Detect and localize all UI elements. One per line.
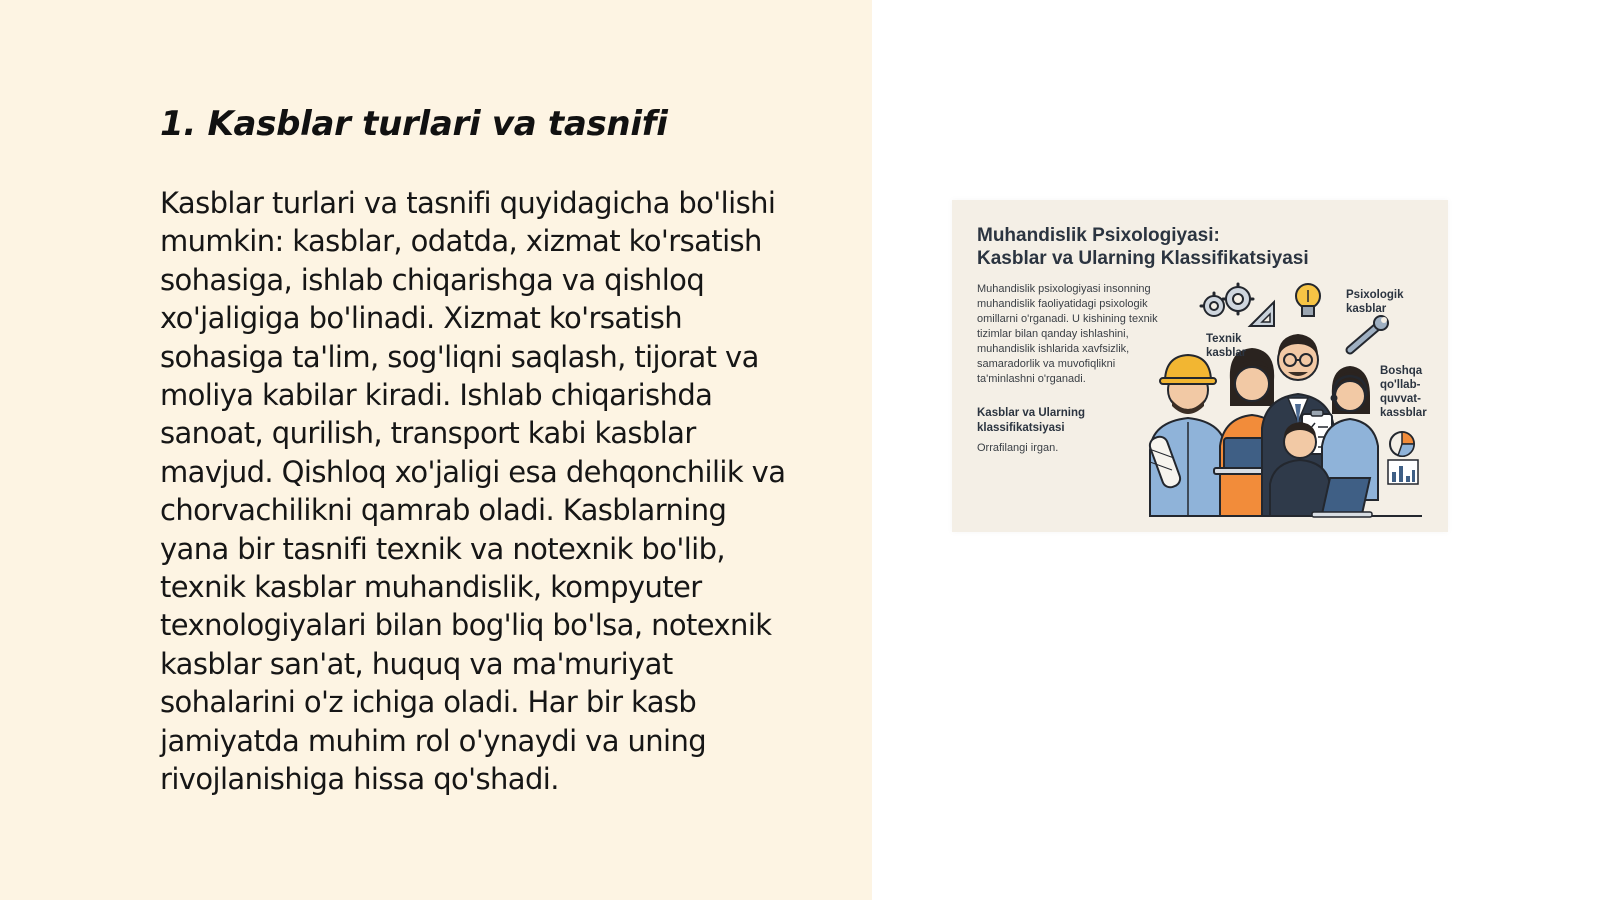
- label-psychological-professions: [1346, 288, 1404, 316]
- slide-body-text: [160, 184, 850, 799]
- gears-icon: [1201, 284, 1253, 316]
- label-line: kassblar: [1380, 407, 1427, 419]
- subheading-line: klassifikatsiyasi: [977, 422, 1065, 434]
- infographic-subheading: [977, 406, 1085, 436]
- lightbulb-icon: [1296, 284, 1320, 316]
- body-line: moliya kabilar kiradi. Ishlab chiqarishda: [160, 378, 713, 413]
- body-line: texnik kasblar muhandislik, kompyuter: [160, 570, 702, 605]
- infographic-title-line: Muhandislik Psixologiyasi:: [977, 225, 1220, 246]
- infographic-title-line: Kasblar va Ularning Klassifikatsiyasi: [977, 248, 1309, 269]
- body-line: mumkin: kasblar, odatda, xizmat ko'rsatish: [160, 224, 762, 259]
- body-line: rivojlanishiga hissa qo'shadi.: [160, 762, 559, 797]
- infographic-note: Orrafilangi irgan.: [977, 442, 1059, 454]
- label-line: kasblar: [1346, 303, 1387, 315]
- body-line: yana bir tasnifi texnik va notexnik bo'lib,: [160, 531, 726, 566]
- label-line: Texnik: [1206, 333, 1242, 345]
- label-line: quvvat-: [1380, 393, 1421, 405]
- body-line: sanoat, qurilish, transport kabi kasblar: [160, 416, 696, 451]
- label-line: qo'llab-: [1380, 379, 1421, 391]
- infographic-title: [977, 224, 1437, 270]
- label-line: kasblar: [1206, 347, 1247, 359]
- body-line: texnologiyalari bilan bog'liq bo'lsa, notexnik: [160, 608, 772, 643]
- description-line: muhandislik faoliyatidagi psixologik: [977, 298, 1148, 310]
- body-line: sohalarini o'z ichiga oladi. Har bir kasb: [160, 685, 697, 720]
- infographic-image: [952, 200, 1448, 532]
- body-line: xo'jaligiga bo'linadi. Xizmat ko'rsatish: [160, 301, 683, 336]
- body-line: jamiyatda muhim rol o'ynaydi va uning: [160, 723, 707, 758]
- description-line: samaradorlik va muvofiqlikni: [977, 358, 1116, 370]
- label-line: Psixologik: [1346, 289, 1404, 301]
- label-support-professions: [1380, 364, 1427, 420]
- body-line: chorvachilikni qamrab oladi. Kasblarning: [160, 493, 727, 528]
- body-line: sohasiga, ishlab chiqarishga va qishloq: [160, 262, 705, 297]
- description-line: muhandislik ishlarida xavfsizlik,: [977, 343, 1130, 355]
- body-line: mavjud. Qishloq xo'jaligi esa dehqonchilik va: [160, 454, 786, 489]
- label-line: Boshqa: [1380, 365, 1423, 377]
- description-line: tizimlar bilan qanday ishlashini,: [977, 328, 1129, 340]
- wrench-icon: [1350, 316, 1388, 350]
- label-technical-professions: [1206, 332, 1246, 360]
- triangle-ruler-icon: [1250, 302, 1274, 326]
- bar-chart-icon: [1388, 460, 1418, 484]
- body-line: sohasiga ta'lim, sog'liqni saqlash, tijorat va: [160, 339, 759, 374]
- body-line: Kasblar turlari va tasnifi quyidagicha bo'lishi: [160, 186, 776, 220]
- infographic-description: [977, 282, 1182, 387]
- description-line: omillarni o'rganadi. U kishining texnik: [977, 313, 1158, 325]
- description-line: Muhandislik psixologiyasi insonning: [977, 283, 1151, 295]
- body-line: kasblar san'at, huquq va ma'muriyat: [160, 646, 673, 681]
- subheading-line: Kasblar va Ularning: [977, 407, 1086, 419]
- slide-title: 1. Kasblar turlari va tasnifi: [160, 104, 668, 144]
- description-line: ta'minlashni o'rganadi.: [977, 373, 1086, 385]
- pie-chart-icon: [1390, 432, 1414, 456]
